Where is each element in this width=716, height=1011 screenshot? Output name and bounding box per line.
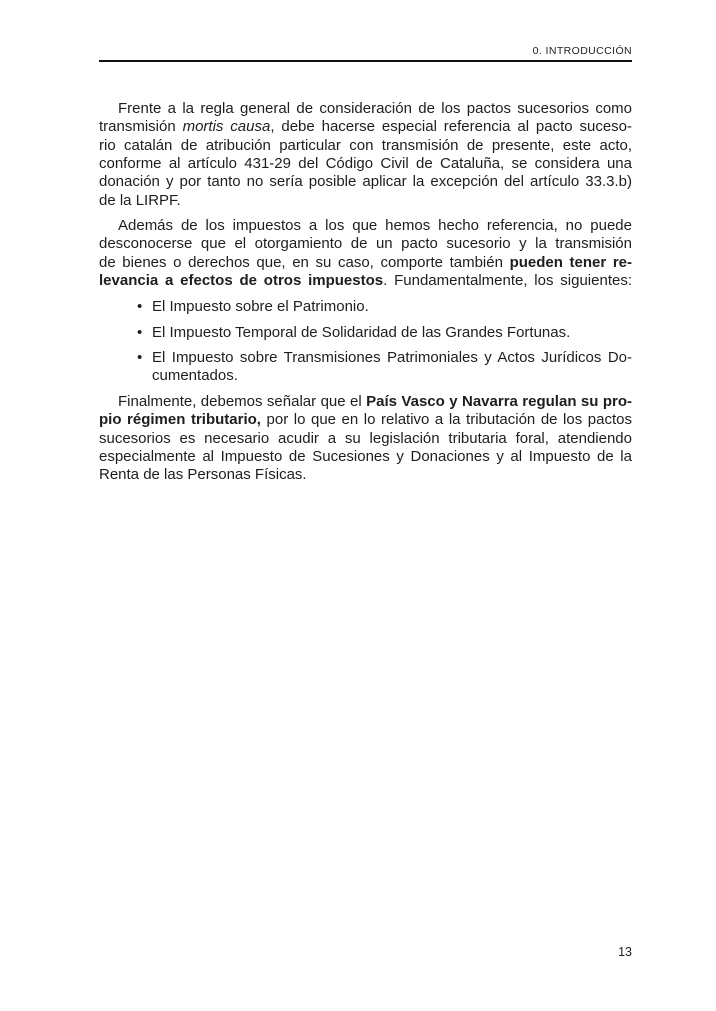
- text-segment: de bienes o derechos que, en su caso, comporte también: [99, 253, 510, 271]
- text-segment: cumentados.: [152, 367, 238, 385]
- text-line: [152, 298, 632, 316]
- text-segment: especialmente al Impuesto de Sucesiones y Donaciones y al Impuesto de la: [99, 447, 632, 465]
- text-segment: Además de los impuestos a los que hemos hecho referencia, no puede: [118, 217, 632, 235]
- text-segment: . Fundamentalmente, los siguientes:: [383, 272, 633, 290]
- text-segment: Finalmente, debemos señalar que el: [118, 392, 367, 410]
- bullet-list: [99, 298, 632, 385]
- text-line: [152, 349, 632, 367]
- text-segment: pueden tener re-: [509, 253, 633, 271]
- list-item: [99, 349, 632, 386]
- text-segment: El Impuesto sobre el Patrimonio.: [152, 298, 369, 316]
- text-line: [99, 173, 632, 191]
- page-content: [99, 0, 632, 1011]
- list-item-text: [152, 349, 632, 386]
- header-rule: [99, 60, 632, 62]
- text-line: [99, 272, 632, 290]
- text-segment: rio catalán de atribución particular con transmisión de presente, este acto,: [99, 136, 632, 154]
- page-number: 13: [618, 945, 632, 959]
- text-segment: desconocerse que el otorgamiento de un pacto sucesorio y la transmisión: [99, 235, 632, 253]
- text-segment: levancia a efectos de otros impuestos: [99, 272, 384, 290]
- paragraph: [99, 100, 632, 210]
- running-header: [99, 45, 632, 57]
- text-line: [99, 155, 632, 173]
- bullet-icon: •: [137, 298, 143, 316]
- text-line: [152, 324, 632, 342]
- text-line: [99, 430, 632, 448]
- paragraph: [99, 393, 632, 485]
- document-body: [99, 100, 632, 485]
- paragraph: [99, 217, 632, 290]
- text-line: [99, 448, 632, 466]
- text-segment: País Vasco y Navarra regulan su pro-: [366, 392, 633, 410]
- text-line: [152, 367, 632, 385]
- text-segment: de la LIRPF.: [99, 191, 181, 209]
- text-segment: , debe hacerse especial referencia al pacto suceso-: [270, 118, 633, 136]
- text-segment: donación y por tanto no sería posible aplicar la excepción del artículo 33.3.b): [99, 173, 632, 191]
- text-segment: El Impuesto sobre Transmisiones Patrimoniales y Actos Jurídicos Do-: [152, 349, 632, 367]
- text-segment: pio régimen tributario,: [99, 411, 261, 429]
- text-line: [99, 137, 632, 155]
- text-segment: por lo que en lo relativo a la tributación de los pactos: [260, 411, 632, 429]
- list-item-text: [152, 298, 632, 316]
- text-line: [99, 254, 632, 272]
- text-line: [99, 100, 632, 118]
- list-item-text: [152, 324, 632, 342]
- text-segment: transmisión: [99, 118, 183, 136]
- text-line: [99, 118, 632, 136]
- bullet-icon: •: [137, 349, 143, 367]
- text-segment: Frente a la regla general de consideración de los pactos sucesorios como: [118, 100, 632, 117]
- list-item: [99, 298, 632, 316]
- bullet-icon: •: [137, 323, 143, 341]
- text-line: [99, 393, 632, 411]
- text-segment: conforme al artículo 431-29 del Código Civil de Cataluña, se considera una: [99, 155, 632, 173]
- text-segment: mortis causa: [182, 118, 271, 136]
- running-header-text: 0. INTRODUCCIÓN: [532, 45, 632, 57]
- list-item: [99, 324, 632, 342]
- text-line: [99, 192, 632, 210]
- text-segment: El Impuesto Temporal de Solidaridad de las Grandes Fortunas.: [152, 323, 571, 341]
- text-line: [99, 235, 632, 253]
- text-line: [99, 411, 632, 429]
- text-line: [99, 217, 632, 235]
- text-segment: Renta de las Personas Físicas.: [99, 466, 307, 484]
- text-line: [99, 466, 632, 484]
- text-segment: sucesorios es necesario acudir a su legislación tributaria foral, atendiendo: [99, 429, 632, 447]
